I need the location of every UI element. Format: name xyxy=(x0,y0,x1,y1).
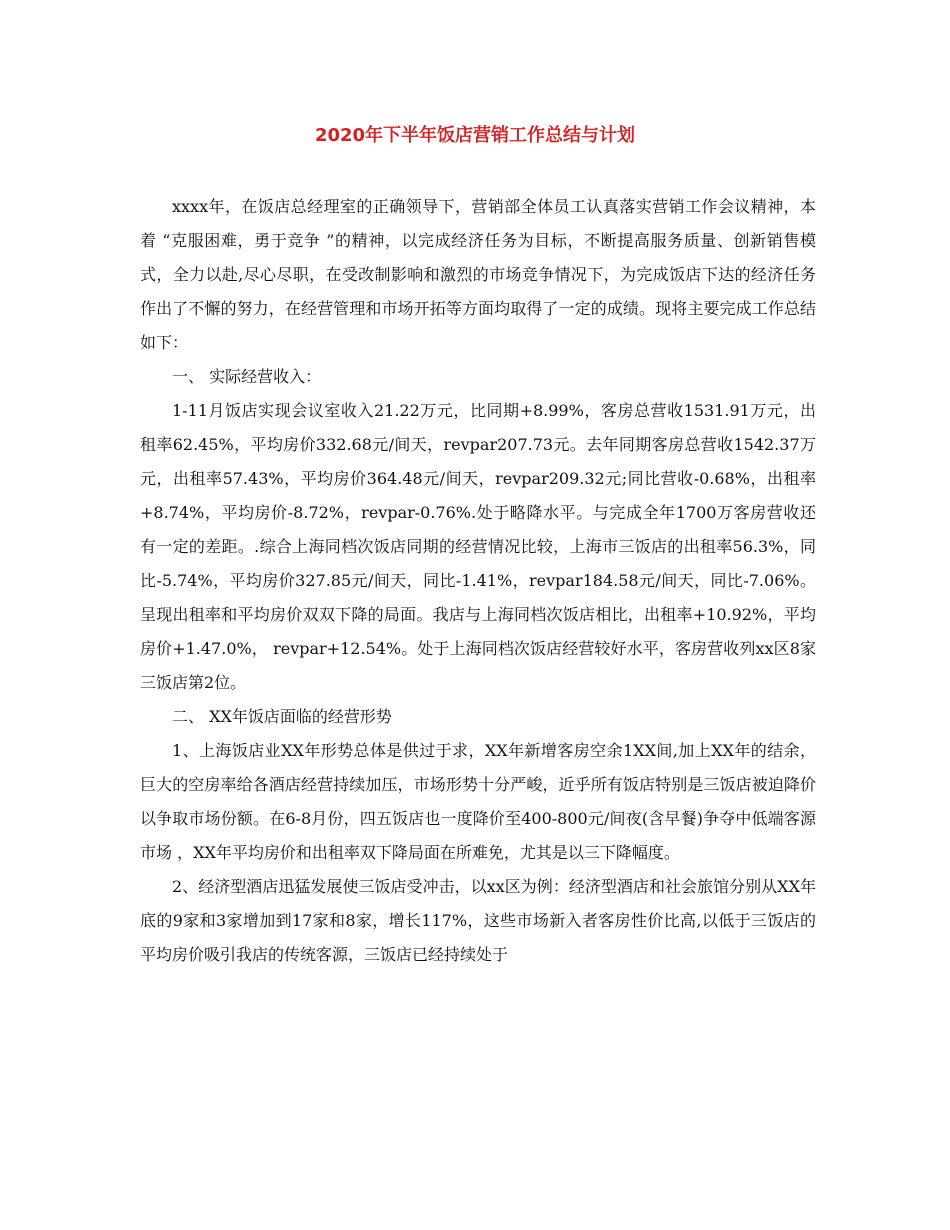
paragraph-situation-2: 2、经济型酒店迅猛发展使三饭店受冲击，以xx区为例：经济型酒店和社会旅馆分别从XX年底的9家和3家增加到17家和8家，增长117%，这些市场新入者客房性价比高,以低于三饭店的平均房价吸引我店的传统客源，三饭店已经持续处于 xyxy=(140,877,816,964)
section-heading-revenue: 一、 实际经营收入： xyxy=(172,367,322,386)
document-title: 2020年下半年饭店营销工作总结与计划 xyxy=(314,125,636,146)
paragraph-situation-1: 1、上海饭店业XX年形势总体是供过于求，XX年新增客房空余1XX间,加上XX年的结余，巨大的空房率给各酒店经营持续加压，市场形势十分严峻，近乎所有饭店特别是三饭店被迫降价以争取市场份额。在6-8月份，四五饭店也一度降价至400-800元/间夜(含早餐)争夺中低端客源市场 ，XX年平均房价和出租率双下降局面在所难免，尤其是以三下降幅度。 xyxy=(140,741,816,862)
document-body xyxy=(140,190,816,972)
paragraph-intro: xxxx年，在饭店总经理室的正确领导下，营销部全体员工认真落实营销工作会议精神，本着 “克服困难，勇于竞争 ”的精神，以完成经济任务为目标，不断提高服务质量、创新销售模式，全力以赴,尽心尽职，在受改制影响和激烈的市场竞争情况下，为完成饭店下达的经济任务作出了不懈的努力，在经营管理和市场开拓等方面均取得了一定的成绩。现将主要完成工作总结如下： xyxy=(140,197,816,352)
section-heading-situation: 二、 XX年饭店面临的经营形势 xyxy=(172,707,392,726)
paragraph-revenue: 1-11月饭店实现会议室收入21.22万元，比同期+8.99%，客房总营收1531.91万元，出租率62.45%，平均房价332.68元/间天，revpar207.73元。去年同期客房总营收1542.37万元，出租率57.43%，平均房价364.48元/间天，revpar209.32元;同比营收-0.68%，出租率+8.74%，平均房价-8.72%，revpar-0.76%.处于略降水平。与完成全年1700万客房营收还有一定的差距。.综合上海同档次饭店同期的经营情况比较，上海市三饭店的出租率56.3%，同比-5.74%，平均房价327.85元/间天，同比-1.41%，revpar184.58元/间天，同比-7.06%。呈现出租率和平均房价双双下降的局面。我店与上海同档次饭店相比，出租率+10.92%，平均房价+1.47.0%， revpar+12.54%。处于上海同档次饭店经营较好水平，客房营收列xx区8家三饭店第2位。 xyxy=(140,401,816,692)
